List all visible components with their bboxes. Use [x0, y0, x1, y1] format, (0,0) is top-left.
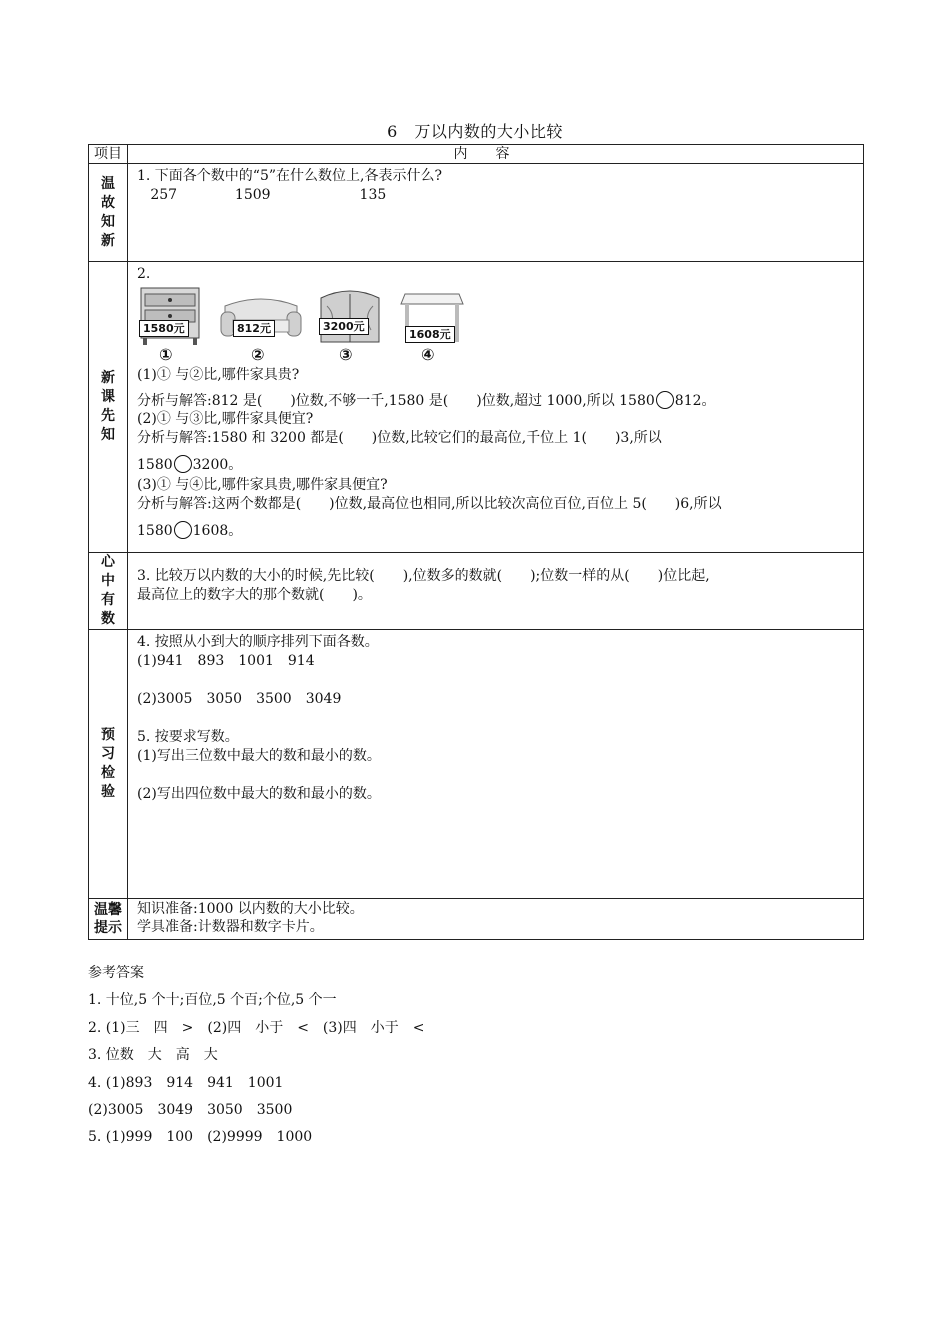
question-2-1: (1)① 与②比,哪件家具贵?	[137, 367, 300, 383]
question-3-line1: 3. 比较万以内数的大小的时候,先比较( ),位数多的数就( );位数一样的从( )位比起,	[137, 568, 710, 584]
question-1-numbers: 257 1509 135	[137, 187, 387, 203]
section-label-cell	[89, 262, 128, 553]
header-label-cell	[89, 145, 128, 164]
worksheet-table	[88, 144, 864, 940]
answer-line: 1. 十位,5 个十;百位,5 个百;个位,5 个一	[88, 992, 337, 1009]
question-3-line2: 最高位上的数字大的那个数就( )。	[137, 587, 372, 603]
section-label-cell	[89, 630, 128, 899]
dresser-icon	[137, 286, 203, 346]
answer-2-3-line1: 分析与解答:这两个数都是( )位数,最高位也相同,所以比较次高位百位,百位上 5( )6,所以	[137, 496, 722, 512]
answer-2-3-tail: 1608。	[192, 523, 243, 539]
sofa-icon	[219, 286, 303, 346]
question-4-2: (2)3005 3050 3500 3049	[137, 691, 342, 707]
section-label-cell	[89, 164, 128, 262]
question-2-2: (2)① 与③比,哪件家具便宜?	[137, 411, 314, 427]
section-label: 新课先知	[101, 370, 115, 443]
answer-2-1-text: 分析与解答:812 是( )位数,不够一千,1580 是( )位数,超过 1000,所以 1580	[137, 393, 655, 409]
price-tag: 3200元	[319, 318, 369, 335]
answer-2-3-text: 1580	[137, 523, 173, 539]
header-content: 内容	[453, 146, 538, 162]
question-5: 5. 按要求写数。	[137, 729, 239, 745]
question-4-1: (1)941 893 1001 914	[137, 653, 315, 669]
section-content-cell	[128, 899, 864, 940]
section-label: 温馨提示	[94, 902, 122, 936]
item-number: ②	[251, 345, 265, 364]
question-2-3: (3)① 与④比,哪件家具贵,哪件家具便宜?	[137, 477, 388, 493]
section-content-cell	[128, 164, 864, 262]
answer-2-1	[137, 391, 855, 410]
section-new-lesson	[89, 262, 864, 553]
answer-line: 5. (1)999 100 (2)9999 1000	[88, 1129, 313, 1146]
furniture-item	[317, 286, 387, 362]
question-5-2: (2)写出四位数中最大的数和最小的数。	[137, 786, 381, 802]
section-content-cell	[128, 262, 864, 553]
table-header-row	[89, 145, 864, 164]
section-label: 温故知新	[101, 175, 115, 249]
furniture-item	[399, 286, 469, 362]
answer-2-2-text: 1580	[137, 457, 173, 473]
price-tag: 1608元	[405, 326, 455, 343]
section-content-cell	[128, 553, 864, 630]
furniture-images	[137, 286, 855, 362]
section-tips	[89, 899, 864, 940]
answer-line: 4. (1)893 914 941 1001	[88, 1074, 284, 1091]
header-label: 项目	[94, 146, 122, 162]
section-label-cell	[89, 899, 128, 940]
tip-tools: 学具准备:计数器和数字卡片。	[137, 919, 324, 935]
tip-knowledge: 知识准备:1000 以内数的大小比较。	[137, 901, 364, 917]
answer-2-1-tail: 812。	[674, 393, 716, 409]
furniture-item	[219, 286, 305, 362]
question-4: 4. 按照从小到大的顺序排列下面各数。	[137, 634, 379, 650]
item-number: ③	[339, 345, 353, 364]
section-review	[89, 164, 864, 262]
answer-2-2-tail: 3200。	[192, 457, 243, 473]
answer-line: 3. 位数 大 高 大	[88, 1047, 218, 1064]
answer-2-2-line1: 分析与解答:1580 和 3200 都是( )位数,比较它们的最高位,千位上 1( )3,所以	[137, 430, 662, 446]
question-2-number: 2.	[137, 266, 151, 282]
item-number: ④	[421, 345, 435, 364]
section-summary	[89, 553, 864, 630]
compare-circle[interactable]	[174, 455, 192, 473]
section-label: 预习检验	[101, 727, 115, 800]
wardrobe-icon	[317, 286, 383, 346]
price-tag: 1580元	[139, 320, 189, 337]
question-1: 1. 下面各个数中的“5”在什么数位上,各表示什么?	[137, 168, 442, 184]
compare-circle[interactable]	[174, 521, 192, 539]
price-tag: 812元	[233, 320, 275, 337]
item-number: ①	[159, 345, 173, 364]
header-content-cell	[128, 145, 864, 164]
section-label: 心中有数	[101, 554, 115, 627]
answer-line: (2)3005 3049 3050 3500	[88, 1102, 293, 1119]
compare-circle[interactable]	[656, 391, 674, 409]
section-label-cell	[89, 553, 128, 630]
section-preview-check	[89, 630, 864, 899]
furniture-item	[137, 286, 207, 362]
page-title: 6 万以内数的大小比较	[387, 122, 563, 141]
answer-key	[88, 960, 788, 1152]
section-content-cell	[128, 630, 864, 899]
answer-2-3-line2	[137, 521, 855, 540]
answer-heading: 参考答案	[88, 965, 144, 981]
question-5-1: (1)写出三位数中最大的数和最小的数。	[137, 748, 381, 764]
answer-2-2-line2	[137, 455, 855, 474]
answer-line: 2. (1)三 四 > (2)四 小于 < (3)四 小于 <	[88, 1019, 425, 1036]
